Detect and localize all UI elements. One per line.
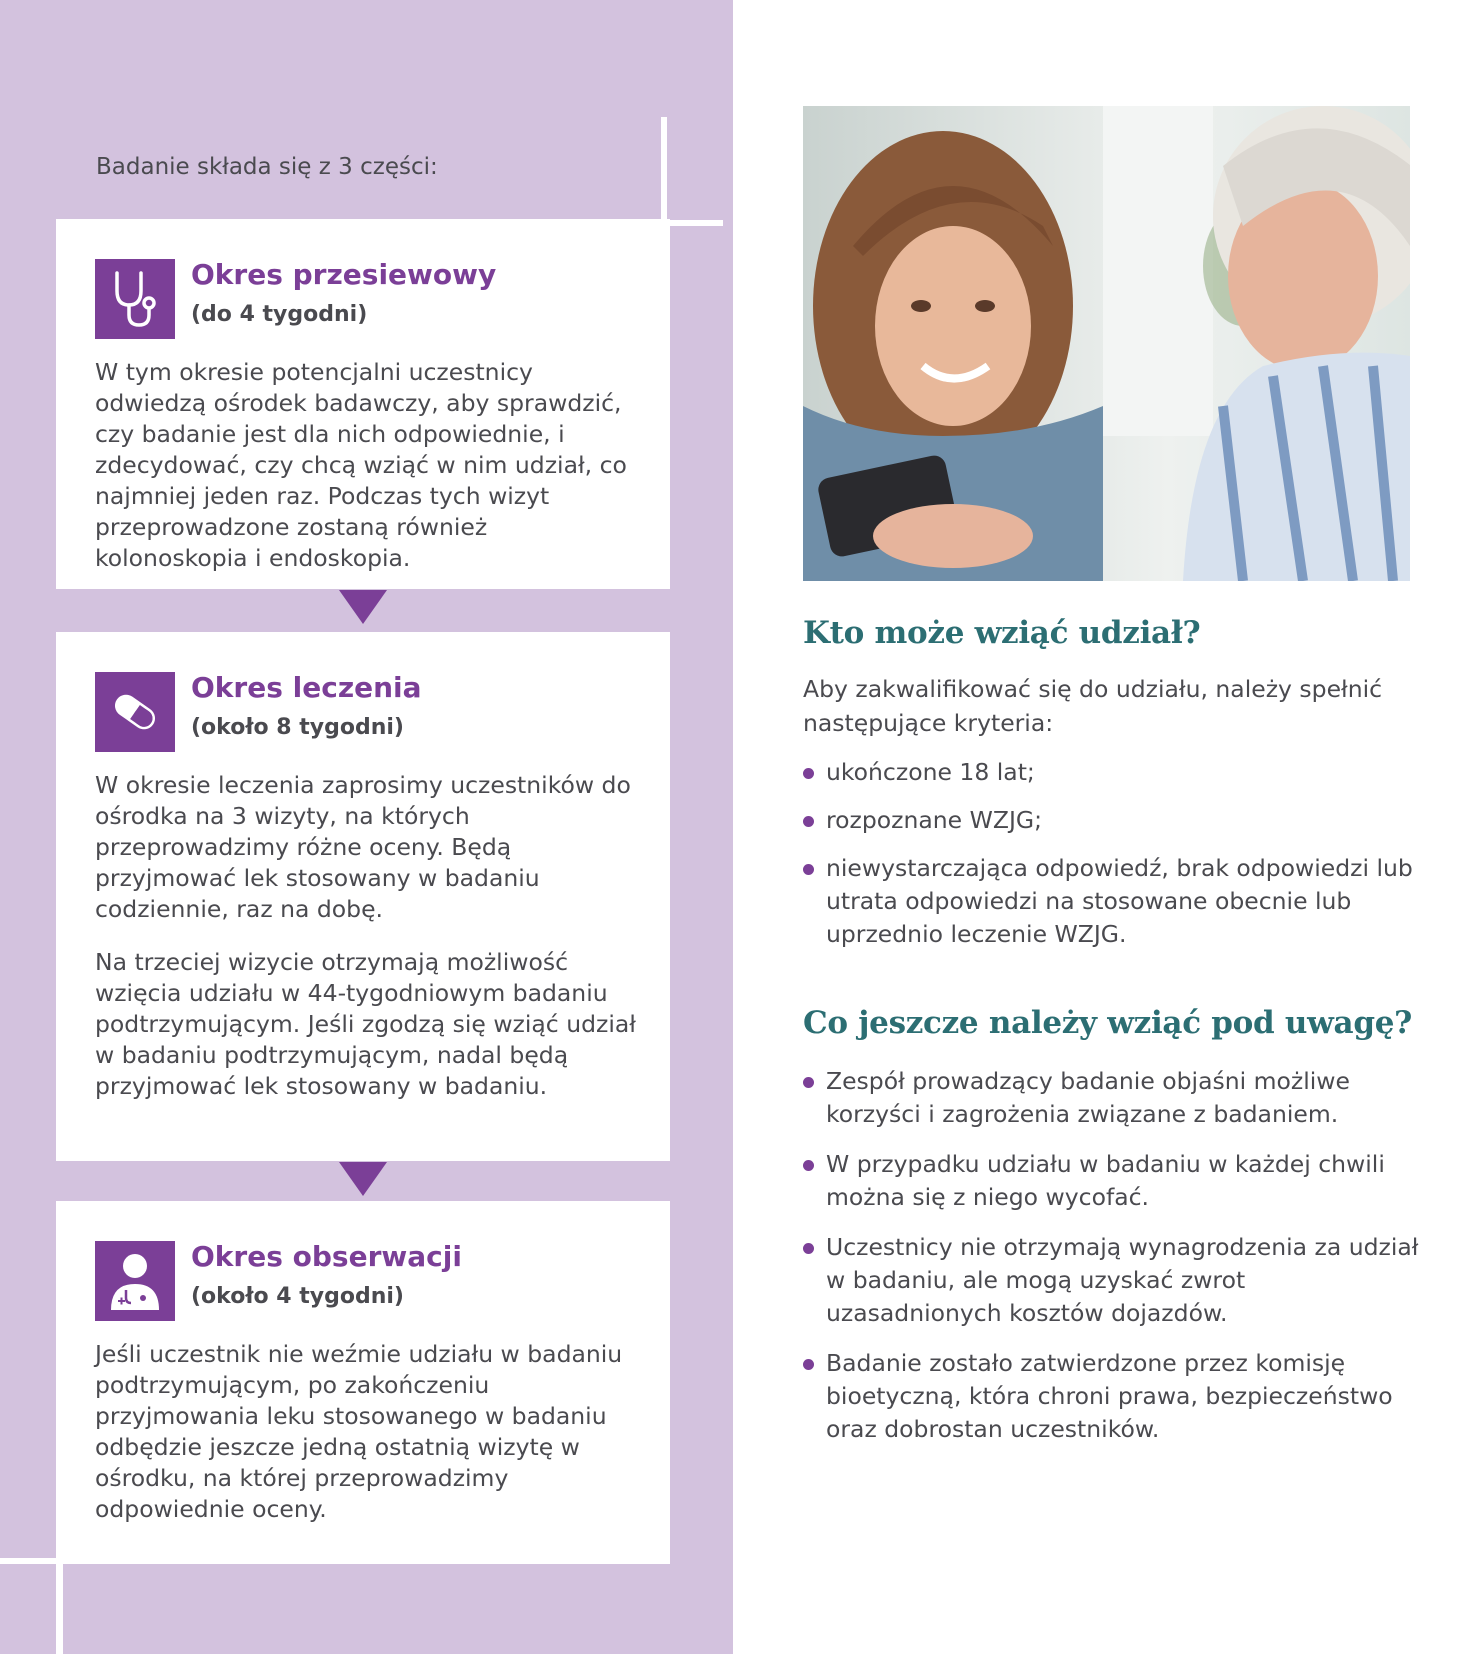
list-item: ukończone 18 lat; [803,756,1423,789]
down-arrow-icon [339,590,387,624]
list-item: Badanie zostało zatwierdzone przez komisję bioetyczną, która chroni prawa, bezpieczeństwo oraz dobrostan uczestników. [803,1347,1423,1446]
card-title: Okres przesiewowy [191,258,497,291]
decorative-line [56,1558,63,1654]
considerations-list [803,1065,1423,1446]
eligibility-criteria-list [803,756,1423,951]
study-intro: Badanie składa się z 3 części: [96,154,438,180]
observation-period-card [56,1201,670,1564]
eligibility-heading: Kto może wziąć udział? [803,615,1201,651]
card-paragraph: W tym okresie potencjalni uczestnicy odwiedzą ośrodek badawczy, aby sprawdzić, czy badanie jest dla nich odpowiednie, i zdecydować, czy chcą wziąć w nim udział, co najmniej jeden raz. Podczas tych wizyt przeprowadzone zostaną również kolonoskopia i endoskopia. [95,358,627,572]
pill-icon [95,672,175,752]
down-arrow-icon [339,1162,387,1196]
list-item: Zespół prowadzący badanie objaśni możliwe korzyści i zagrożenia związane z badaniem. [803,1065,1423,1131]
eligibility-intro: Aby zakwalifikować się do udziału, należy spełnić następujące kryteria: [803,675,1383,737]
bullet-icon [803,864,814,875]
bullet-icon [803,768,814,779]
card-duration: (do 4 tygodni) [191,302,368,327]
bullet-icon [803,1243,814,1254]
card-duration: (około 4 tygodni) [191,1284,404,1309]
list-item: Uczestnicy nie otrzymają wynagrodzenia za udział w badaniu, ale mogą uzyskać zwrot uzasadnionych kosztów dojazdów. [803,1231,1423,1330]
list-item: niewystarczająca odpowiedź, brak odpowiedzi lub utrata odpowiedzi na stosowane obecnie lub uprzednio leczenie WZJG. [803,852,1423,951]
stethoscope-icon [95,259,175,339]
considerations-heading: Co jeszcze należy wziąć pod uwagę? [803,1005,1412,1041]
card-paragraph: Jeśli uczestnik nie weźmie udziału w badaniu podtrzymującym, po zakończeniu przyjmowania leku stosowanego w badaniu odbędzie jeszcze jedną ostatnią wizytę w ośrodku, na której przeprowadzimy odpowiednie oceny. [95,1340,623,1523]
bullet-icon [803,1160,814,1171]
card-duration: (około 8 tygodni) [191,715,404,740]
decorative-line [661,117,667,224]
screening-period-card [56,219,670,589]
card-title: Okres leczenia [191,671,422,704]
bullet-icon [803,1359,814,1370]
card-title: Okres obserwacji [191,1240,462,1273]
list-item: rozpoznane WZJG; [803,804,1423,837]
doctor-icon [95,1241,175,1321]
participants-photo [803,106,1410,581]
card-paragraph: Na trzeciej wizycie otrzymają możliwość wzięcia udziału w 44-tygodniowym badaniu podtrzymującym. Jeśli zgodzą się wziąć udział w badaniu podtrzymującym, nadal będą przyjmować lek stosowany w badaniu. [95,948,636,1100]
list-item: W przypadku udziału w badaniu w każdej chwili można się z niego wycofać. [803,1148,1423,1214]
bullet-icon [803,1077,814,1088]
decorative-line [661,220,723,226]
bullet-icon [803,816,814,827]
treatment-period-card [56,632,670,1161]
card-paragraph: W okresie leczenia zaprosimy uczestników do ośrodka na 3 wizyty, na których przeprowadzimy różne oceny. Będą przyjmować lek stosowany w badaniu codziennie, raz na dobę. [95,771,631,923]
